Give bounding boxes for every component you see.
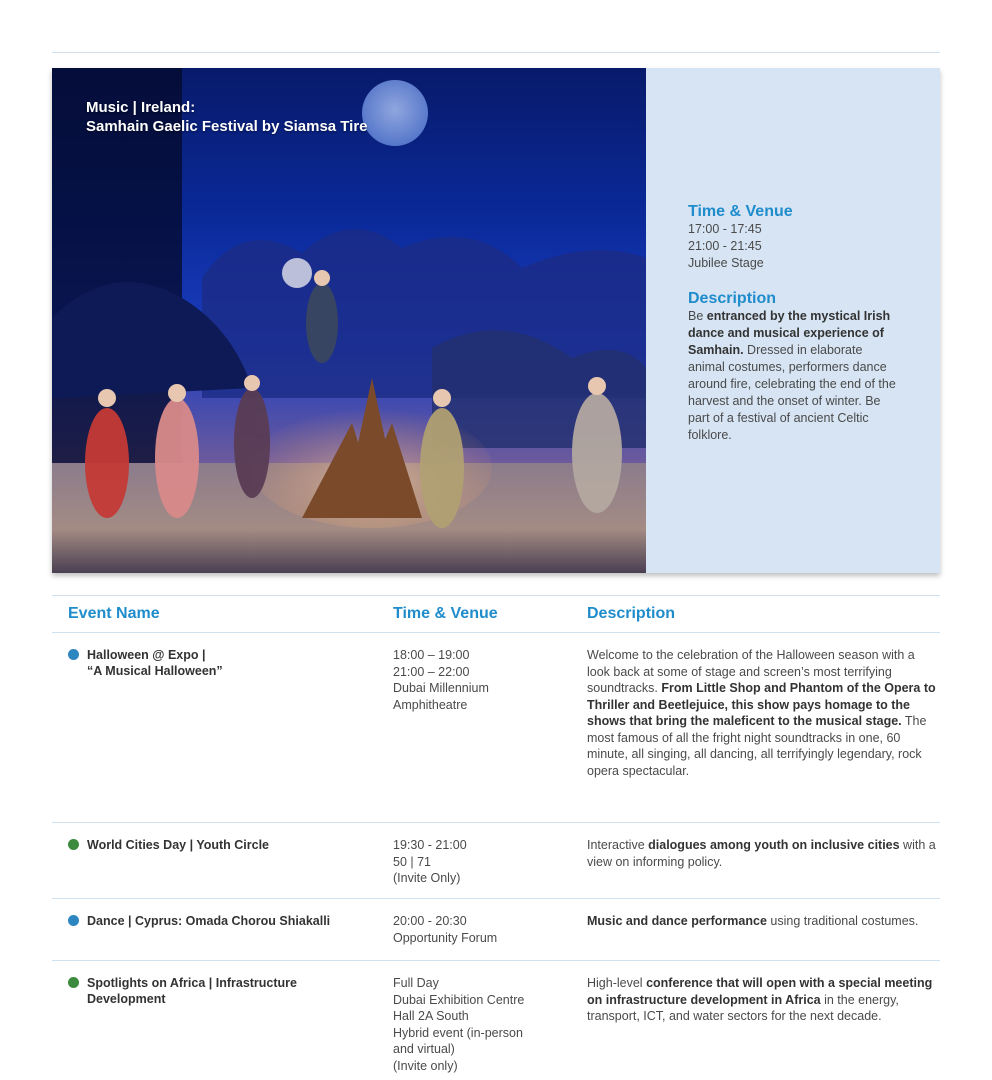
table-row xyxy=(52,899,940,960)
description-emphasis: From Little Shop and Phantom of the Opera to Thriller and Beetlejuice, this show pays homage to the shows that bring the maleficent to the musical stage. xyxy=(587,681,936,728)
event-name-line: Dance | Cyprus: Omada Chorou Shiakalli xyxy=(87,914,331,928)
featured-event-info-panel xyxy=(646,68,940,573)
description-text: The most famous of all the fright night soundtracks in one, 60 minute, all singing, all dancing, all terrifyingly legendary, rock opera spectacular. xyxy=(587,714,927,778)
description-cell xyxy=(587,975,940,1071)
event-name-cell xyxy=(52,837,393,898)
time-venue-cell xyxy=(393,837,587,898)
description-emphasis: conference that will open with a special meeting on infrastructure development in Africa xyxy=(587,976,933,1007)
description-text: High-level xyxy=(587,976,647,990)
table-row xyxy=(52,823,940,898)
time-venue-line: Hybrid event (in-person xyxy=(393,1025,523,1040)
description-rest: Dressed in elaborate animal costumes, performers dance around fire, celebrating the end of the harvest and the onset of winter. Be part of a festival of ancient Celtic folklore. xyxy=(688,343,896,442)
time-venue-line: Dubai Millennium xyxy=(393,681,489,695)
table-row xyxy=(52,633,940,822)
time-venue-line: 18:00 – 19:00 xyxy=(393,648,470,662)
time-venue-line: and virtual) xyxy=(393,1042,455,1056)
description-cell xyxy=(587,913,940,960)
time-venue-line: 19:30 - 21:00 xyxy=(393,838,467,852)
description-text: Welcome to the celebration of the Halloween season with a look back at some of stage and screen’s most terrifying soundtracks. xyxy=(587,648,915,695)
events-table xyxy=(52,595,940,1071)
description-heading: Description xyxy=(688,290,777,307)
description-text: using traditional costumes. xyxy=(766,914,919,928)
featured-event-title xyxy=(86,98,368,136)
event-name xyxy=(87,647,223,679)
top-divider xyxy=(52,52,940,53)
category-dot-icon xyxy=(68,915,79,926)
description-text: with a view on informing policy. xyxy=(587,838,936,869)
time-venue-line: 17:00 - 17:45 xyxy=(688,222,762,236)
event-name-line: Halloween @ Expo | xyxy=(87,648,206,662)
event-photo xyxy=(52,68,646,573)
time-venue-cell xyxy=(393,913,587,960)
header-time-venue: Time & Venue xyxy=(393,605,498,622)
time-venue-cell xyxy=(393,975,587,1071)
time-venue-line: 21:00 - 21:45 xyxy=(688,239,762,253)
table-header xyxy=(52,596,940,632)
time-venue-line: Jubilee Stage xyxy=(688,256,764,270)
time-venue-line: Amphitheatre xyxy=(393,697,468,712)
event-name-cell xyxy=(52,913,393,960)
header-description: Description xyxy=(587,605,676,622)
category-dot-icon xyxy=(68,649,79,660)
description-prefix: Be xyxy=(688,309,707,323)
event-name-cell xyxy=(52,975,393,1071)
time-venue-line: Full Day xyxy=(393,976,439,990)
description-text: Interactive xyxy=(587,838,649,852)
event-name-line: World Cities Day | Youth Circle xyxy=(87,838,270,852)
description-emphasis: dialogues among youth on inclusive cities xyxy=(648,838,900,852)
time-venue-line: Dubai Exhibition Centre xyxy=(393,992,525,1007)
time-venue-line: 20:00 - 20:30 xyxy=(393,914,467,928)
category-dot-icon xyxy=(68,839,79,850)
description-cell xyxy=(587,647,940,822)
description-text: in the energy, transport, ICT, and water sectors for the next decade. xyxy=(587,992,899,1023)
time-venue-line: 21:00 – 22:00 xyxy=(393,664,470,679)
category-dot-icon xyxy=(68,977,79,988)
time-venue-heading: Time & Venue xyxy=(688,203,793,220)
event-name xyxy=(87,837,269,853)
featured-event-name: Samhain Gaelic Festival by Siamsa Tire xyxy=(86,118,368,135)
time-venue-cell xyxy=(393,647,587,822)
description-emphasis: entranced by the mystical Irish dance and musical experience of Samhain. xyxy=(688,309,891,357)
time-venue-line: Hall 2A South xyxy=(393,1009,469,1023)
description-cell xyxy=(587,837,940,898)
event-name-line: “A Musical Halloween” xyxy=(87,664,223,678)
featured-event-card xyxy=(52,68,940,573)
stage-scene-illustration xyxy=(52,68,646,573)
time-venue-line: 50 | 71 xyxy=(393,854,432,869)
description-emphasis: Music and dance performance xyxy=(587,914,767,928)
event-name xyxy=(87,975,297,1007)
featured-event-description xyxy=(688,308,902,444)
header-event-name: Event Name xyxy=(68,605,160,622)
time-venue-line: Opportunity Forum xyxy=(393,930,498,945)
table-row xyxy=(52,961,940,1071)
featured-event-category: Music | Ireland: xyxy=(86,99,196,116)
event-name-line: Development xyxy=(87,992,166,1006)
time-venue-line: (Invite Only) xyxy=(393,871,461,885)
time-venue-line: (Invite only) xyxy=(393,1058,458,1073)
event-name-cell xyxy=(52,647,393,822)
event-name xyxy=(87,913,330,929)
event-name-line: Spotlights on Africa | Infrastructure xyxy=(87,976,297,990)
